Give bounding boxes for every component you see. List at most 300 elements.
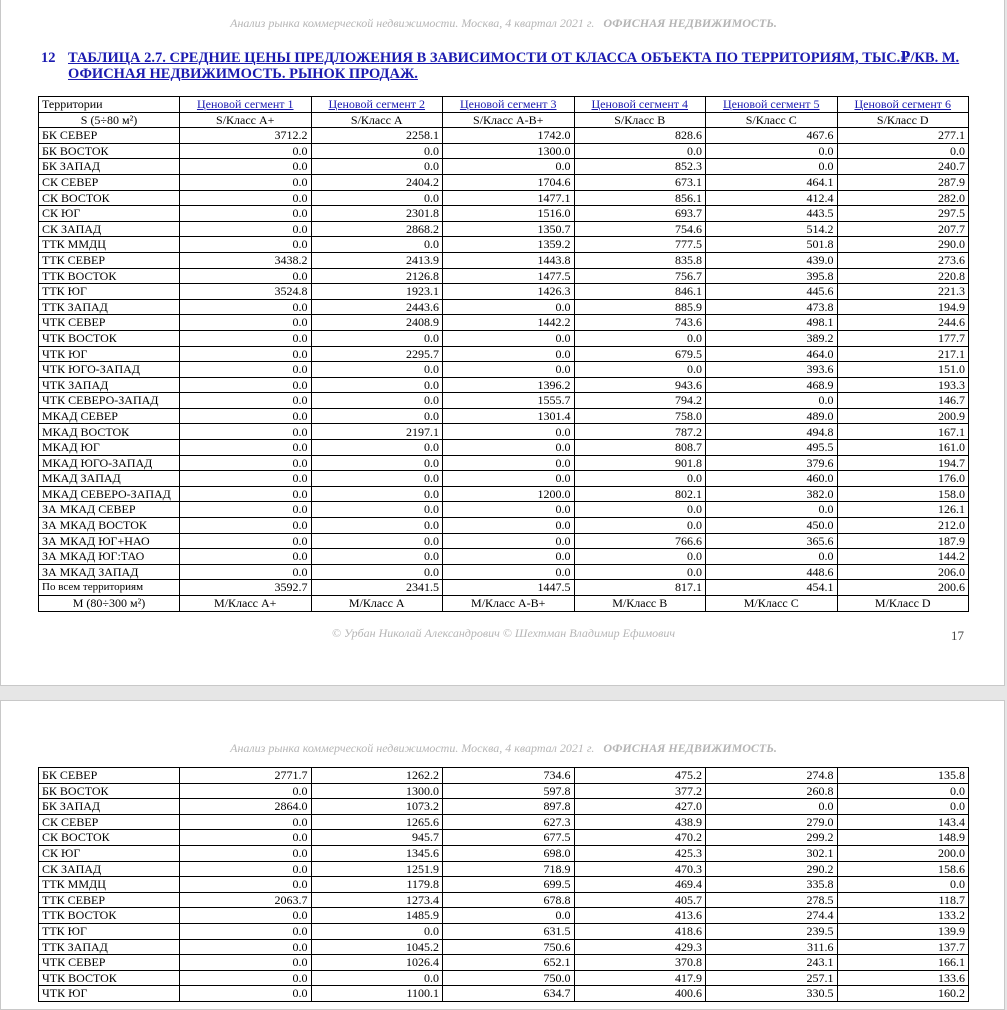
value-cell: 400.6: [574, 986, 706, 1002]
value-cell: 495.5: [706, 440, 838, 456]
table-row: [39, 845, 969, 861]
value-cell: 220.8: [837, 268, 969, 284]
value-cell: 2295.7: [311, 346, 443, 362]
value-cell: 0.0: [180, 159, 312, 175]
value-cell: 273.6: [837, 252, 969, 268]
value-cell: 0.0: [180, 440, 312, 456]
value-cell: 679.5: [574, 346, 706, 362]
value-cell: 0.0: [311, 362, 443, 378]
value-cell: 161.0: [837, 440, 969, 456]
table-row: [39, 502, 969, 518]
row-label-cell: СК ЗАПАД: [39, 221, 180, 237]
value-cell: 2301.8: [311, 206, 443, 222]
value-cell: 0.0: [180, 315, 312, 331]
value-cell: 200.0: [837, 845, 969, 861]
value-cell: 148.9: [837, 830, 969, 846]
value-cell: 389.2: [706, 330, 838, 346]
value-cell: 244.6: [837, 315, 969, 331]
running-header-highlight: ОФИСНАЯ НЕДВИЖИМОСТЬ.: [603, 741, 777, 755]
value-cell: 370.8: [574, 955, 706, 971]
value-cell: 494.8: [706, 424, 838, 440]
value-cell: 412.4: [706, 190, 838, 206]
value-cell: 817.1: [574, 580, 706, 596]
table-row: [39, 486, 969, 502]
table-row: [39, 455, 969, 471]
table-row: [39, 128, 969, 144]
value-cell: 470.3: [574, 861, 706, 877]
segment-link[interactable]: Ценовой сегмент 4: [574, 97, 706, 113]
row-label-cell: МКАД СЕВЕР: [39, 408, 180, 424]
value-cell: 160.2: [837, 986, 969, 1002]
value-cell: 0.0: [311, 159, 443, 175]
value-cell: 2864.0: [180, 799, 312, 815]
value-cell: 187.9: [837, 533, 969, 549]
value-cell: 0.0: [180, 486, 312, 502]
table-row: [39, 564, 969, 580]
row-label-cell: ТТК ВОСТОК: [39, 908, 180, 924]
row-label-cell: По всем территориям: [39, 580, 180, 596]
table-row: [39, 877, 969, 893]
table-row: [39, 892, 969, 908]
value-cell: 756.7: [574, 268, 706, 284]
value-cell: 297.5: [837, 206, 969, 222]
row-label-cell: СК СЕВЕР: [39, 814, 180, 830]
value-cell: 498.1: [706, 315, 838, 331]
value-cell: 1443.8: [443, 252, 575, 268]
value-cell: 239.5: [706, 923, 838, 939]
value-cell: 734.6: [443, 768, 575, 784]
table-row: [39, 799, 969, 815]
value-cell: 0.0: [706, 549, 838, 565]
row-label-cell: ЗА МКАД СЕВЕР: [39, 502, 180, 518]
segment-link[interactable]: Ценовой сегмент 6: [837, 97, 969, 113]
value-cell: 177.7: [837, 330, 969, 346]
value-cell: 750.0: [443, 970, 575, 986]
row-label-cell: ЧТК СЕВЕРО-ЗАПАД: [39, 393, 180, 409]
value-cell: 1477.5: [443, 268, 575, 284]
class-header-cell: M/Класс A: [311, 596, 443, 612]
value-cell: 0.0: [443, 908, 575, 924]
value-cell: 418.6: [574, 923, 706, 939]
value-cell: 1100.1: [311, 986, 443, 1002]
class-header-cell: M/Класс B: [574, 596, 706, 612]
value-cell: 464.1: [706, 174, 838, 190]
value-cell: 0.0: [180, 970, 312, 986]
value-cell: 0.0: [180, 174, 312, 190]
value-cell: 1442.2: [443, 315, 575, 331]
row-label-cell: ТТК ЮГ: [39, 284, 180, 300]
value-cell: 0.0: [443, 299, 575, 315]
value-cell: 1251.9: [311, 861, 443, 877]
value-cell: 0.0: [180, 221, 312, 237]
value-cell: 290.2: [706, 861, 838, 877]
value-cell: 3524.8: [180, 284, 312, 300]
value-cell: 631.5: [443, 923, 575, 939]
value-cell: 393.6: [706, 362, 838, 378]
value-cell: 852.3: [574, 159, 706, 175]
value-cell: 0.0: [180, 362, 312, 378]
class-header-cell: M/Класс D: [837, 596, 969, 612]
value-cell: 693.7: [574, 206, 706, 222]
value-cell: 176.0: [837, 471, 969, 487]
table-row: [39, 252, 969, 268]
value-cell: 1704.6: [443, 174, 575, 190]
value-cell: 835.8: [574, 252, 706, 268]
value-cell: 777.5: [574, 237, 706, 253]
table-row: [39, 908, 969, 924]
row-label-cell: ЧТК ЮГ: [39, 346, 180, 362]
value-cell: 0.0: [706, 143, 838, 159]
value-cell: 597.8: [443, 783, 575, 799]
value-cell: 405.7: [574, 892, 706, 908]
value-cell: 2126.8: [311, 268, 443, 284]
value-cell: 787.2: [574, 424, 706, 440]
table-row: [39, 970, 969, 986]
value-cell: 1345.6: [311, 845, 443, 861]
value-cell: 0.0: [443, 518, 575, 534]
value-cell: 379.6: [706, 455, 838, 471]
value-cell: 2197.1: [311, 424, 443, 440]
value-cell: 207.7: [837, 221, 969, 237]
row-label-cell: ЗА МКАД ЮГ:ТАО: [39, 549, 180, 565]
row-label-cell: ЗА МКАД ЗАПАД: [39, 564, 180, 580]
value-cell: 0.0: [180, 502, 312, 518]
value-cell: 1262.2: [311, 768, 443, 784]
row-label-cell: ТТК ВОСТОК: [39, 268, 180, 284]
class-header-cell: S/Класс B: [574, 112, 706, 128]
value-cell: 299.2: [706, 830, 838, 846]
page-number: 17: [951, 628, 964, 643]
table-row: [39, 346, 969, 362]
value-cell: 2063.7: [180, 892, 312, 908]
value-cell: 897.8: [443, 799, 575, 815]
value-cell: 302.1: [706, 845, 838, 861]
row-label-cell: ЧТК ВОСТОК: [39, 970, 180, 986]
class-header-cell: M/Класс A+: [180, 596, 312, 612]
value-cell: 0.0: [574, 330, 706, 346]
value-cell: 489.0: [706, 408, 838, 424]
value-cell: 3438.2: [180, 252, 312, 268]
value-cell: 0.0: [311, 486, 443, 502]
value-cell: 450.0: [706, 518, 838, 534]
row-label-cell: ЧТК ЮГО-ЗАПАД: [39, 362, 180, 378]
row-label-cell: ЧТК ВОСТОК: [39, 330, 180, 346]
segment-link[interactable]: Ценовой сегмент 1: [180, 97, 312, 113]
value-cell: 1555.7: [443, 393, 575, 409]
class-header-cell: S/Класс D: [837, 112, 969, 128]
value-cell: 0.0: [574, 518, 706, 534]
value-cell: 0.0: [180, 830, 312, 846]
value-cell: 0.0: [311, 440, 443, 456]
value-cell: 0.0: [180, 533, 312, 549]
value-cell: 425.3: [574, 845, 706, 861]
value-cell: 126.1: [837, 502, 969, 518]
value-cell: 0.0: [837, 877, 969, 893]
value-cell: 287.9: [837, 174, 969, 190]
value-cell: 467.6: [706, 128, 838, 144]
value-cell: 330.5: [706, 986, 838, 1002]
value-cell: 0.0: [311, 237, 443, 253]
value-cell: 0.0: [180, 424, 312, 440]
value-cell: 3592.7: [180, 580, 312, 596]
value-cell: 0.0: [311, 455, 443, 471]
table-row: [39, 768, 969, 784]
value-cell: 137.7: [837, 939, 969, 955]
value-cell: 501.8: [706, 237, 838, 253]
value-cell: 0.0: [180, 190, 312, 206]
value-cell: 1485.9: [311, 908, 443, 924]
table-row: [39, 377, 969, 393]
value-cell: 377.2: [574, 783, 706, 799]
value-cell: 2404.2: [311, 174, 443, 190]
value-cell: 0.0: [180, 206, 312, 222]
value-cell: 0.0: [706, 159, 838, 175]
row-label-cell: ТТК ЗАПАД: [39, 299, 180, 315]
value-cell: 0.0: [311, 330, 443, 346]
price-table-small: [38, 96, 969, 612]
value-cell: 718.9: [443, 861, 575, 877]
value-cell: 0.0: [837, 799, 969, 815]
value-cell: 277.1: [837, 128, 969, 144]
page-footer: © Урбан Николай Александрович © Шехтман Владимир Ефимович: [331, 626, 676, 640]
value-cell: 439.0: [706, 252, 838, 268]
value-cell: 311.6: [706, 939, 838, 955]
value-cell: 0.0: [180, 564, 312, 580]
value-cell: 290.0: [837, 237, 969, 253]
table-row: [39, 923, 969, 939]
row-label-cell: СК ВОСТОК: [39, 190, 180, 206]
value-cell: 443.5: [706, 206, 838, 222]
value-cell: 194.9: [837, 299, 969, 315]
row-label-cell: СК ЮГ: [39, 845, 180, 861]
row-label-cell: БК ЗАПАД: [39, 159, 180, 175]
value-cell: 634.7: [443, 986, 575, 1002]
value-cell: 464.0: [706, 346, 838, 362]
value-cell: 0.0: [443, 533, 575, 549]
value-cell: 1179.8: [311, 877, 443, 893]
value-cell: 0.0: [180, 955, 312, 971]
table-row: [39, 533, 969, 549]
value-cell: 240.7: [837, 159, 969, 175]
value-cell: 0.0: [180, 346, 312, 362]
header-row: [39, 97, 969, 113]
table-row: [39, 830, 969, 846]
value-cell: 1200.0: [443, 486, 575, 502]
table-row: [39, 408, 969, 424]
value-cell: 146.7: [837, 393, 969, 409]
value-cell: 0.0: [574, 362, 706, 378]
value-cell: 1396.2: [443, 377, 575, 393]
value-cell: 0.0: [311, 564, 443, 580]
value-cell: 0.0: [180, 299, 312, 315]
value-cell: 0.0: [837, 783, 969, 799]
value-cell: 1350.7: [443, 221, 575, 237]
table-row: [39, 299, 969, 315]
segment-link[interactable]: Ценовой сегмент 5: [706, 97, 838, 113]
value-cell: 677.5: [443, 830, 575, 846]
value-cell: 0.0: [837, 143, 969, 159]
value-cell: 243.1: [706, 955, 838, 971]
row-label-cell: МКАД ВОСТОК: [39, 424, 180, 440]
row-label-cell: МКАД СЕВЕРО-ЗАПАД: [39, 486, 180, 502]
row-label-cell: БК СЕВЕР: [39, 128, 180, 144]
row-label-cell: СК ВОСТОК: [39, 830, 180, 846]
table-row: [39, 440, 969, 456]
value-cell: 0.0: [180, 518, 312, 534]
table-row: [39, 393, 969, 409]
segment-link[interactable]: Ценовой сегмент 2: [311, 97, 443, 113]
row-label-cell: БК ВОСТОК: [39, 143, 180, 159]
value-cell: 699.5: [443, 877, 575, 893]
row-label-cell: ЗА МКАД ЮГ+НАО: [39, 533, 180, 549]
class-header-cell: S/Класс C: [706, 112, 838, 128]
value-cell: 0.0: [706, 393, 838, 409]
row-label-cell: СК СЕВЕР: [39, 174, 180, 190]
value-cell: 143.4: [837, 814, 969, 830]
value-cell: 945.7: [311, 830, 443, 846]
row-label-cell: ТТК ЮГ: [39, 923, 180, 939]
row-label-cell: МКАД ЮГ: [39, 440, 180, 456]
table-row: [39, 861, 969, 877]
row-label-cell: СК ЮГ: [39, 206, 180, 222]
value-cell: 0.0: [180, 986, 312, 1002]
value-cell: 448.6: [706, 564, 838, 580]
value-cell: 0.0: [180, 939, 312, 955]
value-cell: 417.9: [574, 970, 706, 986]
value-cell: 167.1: [837, 424, 969, 440]
value-cell: 943.6: [574, 377, 706, 393]
table-row: [39, 549, 969, 565]
value-cell: 0.0: [443, 564, 575, 580]
row-label-cell: БК ВОСТОК: [39, 783, 180, 799]
class-header-cell: S/Класс A+: [180, 112, 312, 128]
value-cell: 473.8: [706, 299, 838, 315]
value-cell: 1477.1: [443, 190, 575, 206]
value-cell: 1026.4: [311, 955, 443, 971]
title-number: 12: [41, 50, 56, 66]
value-cell: 750.6: [443, 939, 575, 955]
table-row: [39, 939, 969, 955]
total-row: [39, 580, 969, 596]
value-cell: 194.7: [837, 455, 969, 471]
row-label-cell: ТТК ММДЦ: [39, 877, 180, 893]
value-cell: 445.6: [706, 284, 838, 300]
value-cell: 1073.2: [311, 799, 443, 815]
value-cell: 0.0: [443, 330, 575, 346]
row-label-cell: СК ЗАПАД: [39, 861, 180, 877]
value-cell: 0.0: [574, 564, 706, 580]
value-cell: 0.0: [180, 845, 312, 861]
row-label-cell: МКАД ЗАПАД: [39, 471, 180, 487]
value-cell: 846.1: [574, 284, 706, 300]
value-cell: 0.0: [443, 471, 575, 487]
value-cell: 0.0: [311, 471, 443, 487]
segment-link[interactable]: Ценовой сегмент 3: [443, 97, 575, 113]
value-cell: 0.0: [180, 455, 312, 471]
value-cell: 0.0: [443, 502, 575, 518]
value-cell: 0.0: [311, 533, 443, 549]
table-row: [39, 143, 969, 159]
table-row: [39, 315, 969, 331]
table-row: [39, 190, 969, 206]
class-header-cell: S/Класс A-B+: [443, 112, 575, 128]
value-cell: 0.0: [311, 377, 443, 393]
value-cell: 274.8: [706, 768, 838, 784]
value-cell: 118.7: [837, 892, 969, 908]
value-cell: 1923.1: [311, 284, 443, 300]
value-cell: 1265.6: [311, 814, 443, 830]
value-cell: 794.2: [574, 393, 706, 409]
value-cell: 0.0: [180, 923, 312, 939]
page-gap: [0, 686, 1007, 700]
value-cell: 0.0: [311, 923, 443, 939]
value-cell: 0.0: [311, 143, 443, 159]
value-cell: 1301.4: [443, 408, 575, 424]
value-cell: 652.1: [443, 955, 575, 971]
value-cell: 0.0: [180, 783, 312, 799]
value-cell: 468.9: [706, 377, 838, 393]
value-cell: 0.0: [311, 190, 443, 206]
value-cell: 1045.2: [311, 939, 443, 955]
value-cell: 758.0: [574, 408, 706, 424]
row-label-cell: БК ЗАПАД: [39, 799, 180, 815]
table-row: [39, 221, 969, 237]
value-cell: 0.0: [706, 502, 838, 518]
value-cell: 133.6: [837, 970, 969, 986]
running-header: [1, 741, 1006, 756]
value-cell: 885.9: [574, 299, 706, 315]
value-cell: 0.0: [443, 424, 575, 440]
value-cell: 427.0: [574, 799, 706, 815]
value-cell: 0.0: [180, 393, 312, 409]
value-cell: 0.0: [443, 346, 575, 362]
value-cell: 802.1: [574, 486, 706, 502]
table-row: [39, 362, 969, 378]
row-label-cell: Территории: [39, 97, 180, 113]
value-cell: 808.7: [574, 440, 706, 456]
row-label-cell: ТТК СЕВЕР: [39, 252, 180, 268]
value-cell: 200.6: [837, 580, 969, 596]
value-cell: 678.8: [443, 892, 575, 908]
value-cell: 2771.7: [180, 768, 312, 784]
value-cell: 0.0: [311, 970, 443, 986]
value-cell: 0.0: [180, 237, 312, 253]
value-cell: 438.9: [574, 814, 706, 830]
table-row: [39, 159, 969, 175]
title-line-2: ОФИСНАЯ НЕДВИЖИМОСТЬ. РЫНОК ПРОДАЖ.: [68, 66, 418, 82]
value-cell: 0.0: [574, 143, 706, 159]
row-label-cell: ТТК СЕВЕР: [39, 892, 180, 908]
value-cell: 282.0: [837, 190, 969, 206]
row-label-cell: МКАД ЮГО-ЗАПАД: [39, 455, 180, 471]
value-cell: 144.2: [837, 549, 969, 565]
price-table-medium: [38, 767, 969, 1002]
value-cell: 2258.1: [311, 128, 443, 144]
row-label-cell: ТТК ЗАПАД: [39, 939, 180, 955]
value-cell: 135.8: [837, 768, 969, 784]
table-row: [39, 424, 969, 440]
value-cell: 1742.0: [443, 128, 575, 144]
value-cell: 257.1: [706, 970, 838, 986]
value-cell: 278.5: [706, 892, 838, 908]
value-cell: 200.9: [837, 408, 969, 424]
value-cell: 2413.9: [311, 252, 443, 268]
value-cell: 0.0: [180, 268, 312, 284]
table-row: [39, 237, 969, 253]
value-cell: 514.2: [706, 221, 838, 237]
value-cell: 0.0: [311, 518, 443, 534]
value-cell: 469.4: [574, 877, 706, 893]
